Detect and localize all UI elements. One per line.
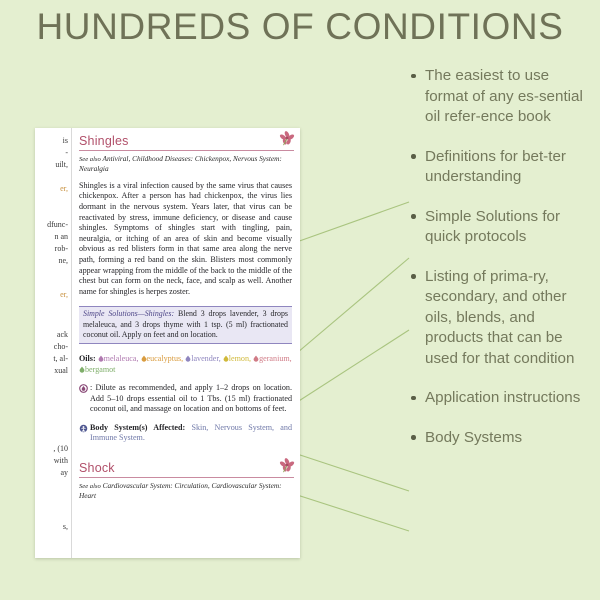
- margin-fragment: xual: [54, 366, 68, 375]
- see-also-text: Antiviral, Childhood Diseases: Chickenpox, Nervous System: Neuralgia: [79, 154, 282, 174]
- oil-name: lavender,: [191, 353, 221, 363]
- bullet-dot-icon: [411, 435, 416, 440]
- list-item: [408, 428, 590, 449]
- application-instructions: [79, 383, 292, 415]
- oil-name: lemon,: [228, 353, 252, 363]
- margin-fragment: with: [53, 456, 68, 465]
- oil-drop-icon: [185, 355, 191, 362]
- bullet-text: Definitions for bet-ter understanding: [425, 147, 566, 185]
- see-also-label: See also: [79, 482, 101, 490]
- list-item: [408, 66, 590, 128]
- oil-entry: [98, 354, 139, 363]
- margin-fragment: s,: [62, 522, 68, 531]
- oil-name: eucalyptus,: [146, 353, 184, 363]
- see-also-shingles: [79, 154, 292, 174]
- body-systems-icon: [79, 424, 88, 433]
- margin-fragment: t, al-: [53, 354, 68, 363]
- section-rule: [79, 150, 294, 151]
- dilution-drop-icon: [79, 384, 88, 393]
- bullet-text: Application instructions: [425, 389, 581, 406]
- see-also-label: See also: [79, 156, 101, 163]
- oil-drop-icon: [223, 355, 229, 362]
- bullet-text: Listing of prima-ry, secondary, and other oils, blends, and products that can be used for that condition: [425, 267, 575, 367]
- section-title: Shock: [79, 460, 115, 475]
- oil-drop-icon: [79, 366, 85, 373]
- bullet-text: The easiest to use format of any es-sential oil refer-ence book: [425, 67, 583, 125]
- list-item: [408, 147, 590, 188]
- margin-fragment: is: [62, 136, 68, 145]
- flower-ornament-icon: [278, 130, 296, 146]
- book-main-column: [75, 128, 300, 558]
- oil-entry: [223, 354, 251, 363]
- book-page-image: [35, 128, 300, 558]
- margin-fragment: n an: [54, 232, 68, 241]
- list-item: [408, 207, 590, 248]
- oil-name: bergamot: [85, 364, 116, 374]
- application-text: : Dilute as recommended, and apply 1–2 drops on location. Add 5–10 drops essential oil to 1 Tbs. (15 ml) fractionated coconut oil, and massage on location and on bottoms of feet.: [90, 382, 292, 414]
- oil-entry: [141, 354, 184, 363]
- oil-name: geranium,: [259, 353, 292, 363]
- oil-drop-icon: [98, 355, 104, 362]
- section-header-shock: [79, 455, 294, 478]
- body-systems-text: Skin, Nervous System, and Immune System.: [90, 422, 292, 443]
- section-rule: [79, 477, 294, 478]
- bullet-dot-icon: [411, 154, 416, 159]
- margin-fragment: er,: [60, 290, 68, 299]
- oil-drop-icon: [253, 355, 259, 362]
- bullet-dot-icon: [411, 274, 416, 279]
- list-item: [408, 388, 590, 409]
- simple-solutions-title: Simple Solutions—Shingles:: [83, 309, 175, 319]
- margin-fragment: -: [65, 148, 68, 157]
- see-also-text: Cardiovascular System: Circulation, Cardiovascular System: Heart: [79, 480, 282, 501]
- section-header-shingles: [79, 128, 294, 151]
- margin-fragment: uilt,: [55, 160, 68, 169]
- page-title: HUNDREDS OF CONDITIONS: [36, 6, 564, 47]
- oil-name: melaleuca,: [103, 353, 139, 363]
- section-title: Shingles: [79, 134, 129, 148]
- body-systems-line: [79, 423, 292, 444]
- see-also-shock: [79, 481, 292, 501]
- flower-ornament-icon: [278, 457, 296, 473]
- body-systems-label: Body System(s) Affected:: [90, 422, 186, 432]
- oil-entry: [253, 354, 292, 363]
- margin-fragment: cho-: [53, 342, 68, 351]
- oils-label: Oils:: [79, 353, 96, 363]
- margin-fragment: ay: [60, 468, 68, 477]
- bullet-text: Simple Solutions for quick protocols: [425, 207, 561, 245]
- bullet-dot-icon: [411, 214, 416, 219]
- list-item: [408, 267, 590, 370]
- oils-list: [79, 353, 292, 375]
- bullet-text: Body Systems: [425, 428, 523, 446]
- oil-drop-icon: [141, 355, 147, 362]
- bullet-dot-icon: [411, 396, 416, 401]
- margin-fragment: rob-: [54, 244, 68, 253]
- book-left-column: [35, 128, 72, 558]
- margin-fragment: dfunc-: [47, 220, 68, 229]
- oil-entry: [185, 354, 221, 363]
- margin-fragment: , (10: [53, 444, 68, 453]
- simple-solutions-text: Blend 3 drops lavender, 3 drops melaleuca, and 3 drops thyme with 1 tsp. (5 ml) fractionated coconut oil. Apply on feet and on location.: [83, 309, 288, 339]
- margin-fragment: er,: [60, 184, 68, 193]
- section-body-shingles: Shingles is a viral infection caused by the same virus that causes chickenpox. After a person has had chickenpox, the virus lies dormant in the nervous system. Years later, that virus can be reactivated by stress, immune deficiency, or disease and cause shingles. Symptoms of shingles start with tingling, pain, neuralgia, or itching of an area of skin and become visually obvious as red blisters form in that same area along the nerve path, forming a red band on the skin. Blisters most commonly appear wrapping from the middle of the back to the middle of the chest but can form on the neck, face, and scalp as well. Another name for shingles is herpes zoster.: [79, 180, 292, 296]
- oil-entry: [79, 365, 115, 374]
- feature-bullet-list: [408, 66, 590, 467]
- bullet-dot-icon: [411, 74, 416, 79]
- margin-fragment: ne,: [58, 256, 68, 265]
- simple-solutions-box: [79, 306, 292, 344]
- margin-fragment: ack: [56, 330, 68, 339]
